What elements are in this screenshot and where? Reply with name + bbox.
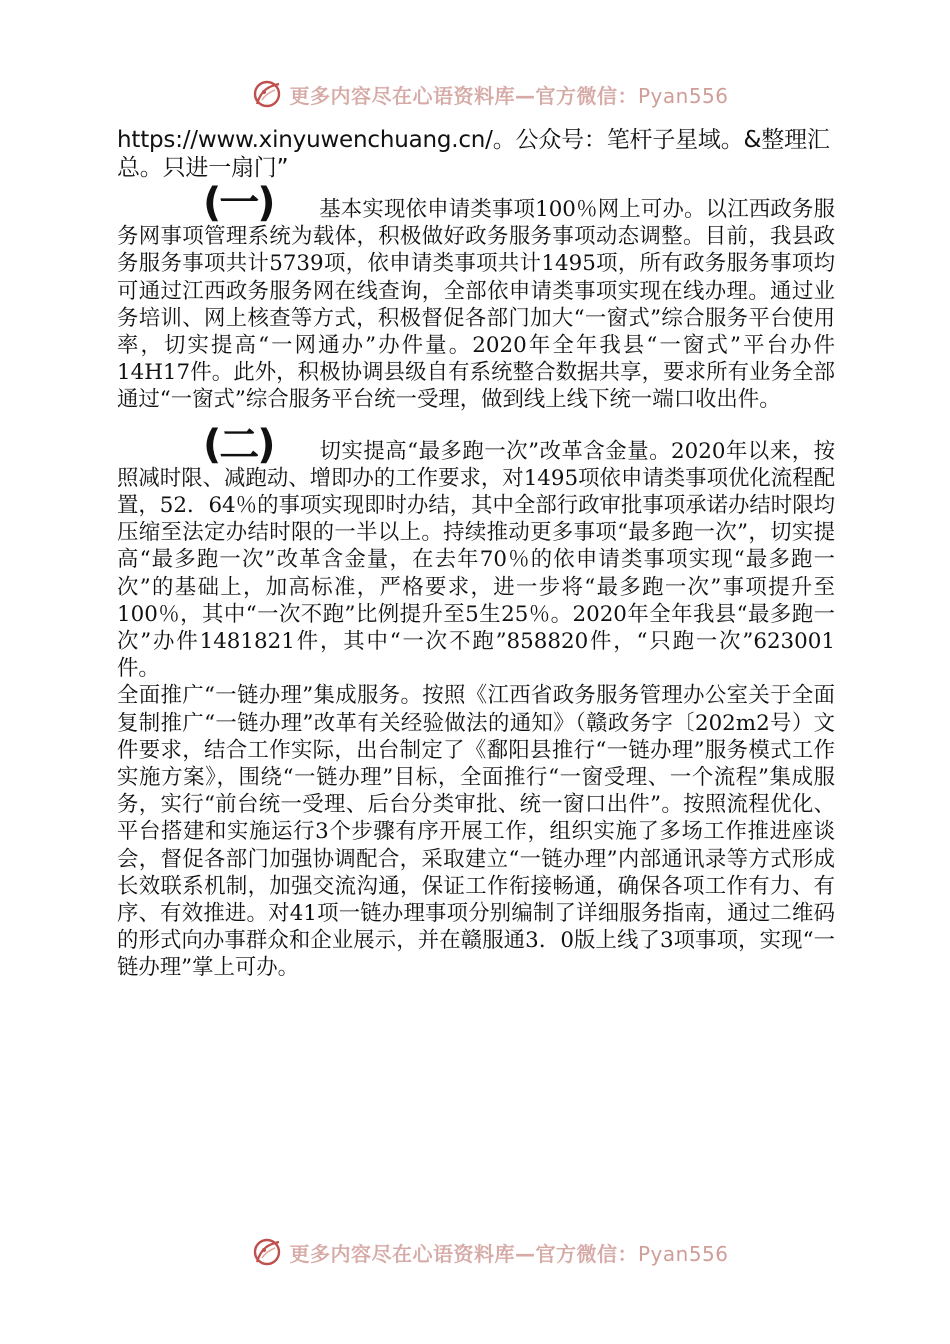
footer-banner (0, 1232, 950, 1272)
section-3 (117, 682, 835, 981)
document-body (117, 126, 835, 982)
footer-banner-handle: Pyan556 (637, 1241, 729, 1266)
logo-icon (251, 78, 283, 110)
footer-banner-label: 更多内容尽在心语资料库—官方微信： (289, 1241, 638, 1266)
intro-line: https://www.xinyuwenchuang.cn/。公众号：笔杆子星域。&整理汇总。只进一扇门” (117, 127, 830, 181)
header-banner-label: 更多内容尽在心语资料库—官方微信： (289, 83, 638, 108)
section-3-text: 全面推广“一链办理”集成服务。按照《江西省政务服务管理办公室关于全面复制推广“一链办理”改革有关经验做法的通知》（赣政务字〔202m2号）文件要求，结合工作实际，出台制定了《鄱阳县推行“一链办理”服务模式工作实施方案》，围绕“一链办理”目标，全面推行“一窗受理、一个流程”集成服务，实行“前台统一受理、后台分类审批、统一窗口出件”。按照流程优化、平台搭建和实施运行3个步骤有序开展工作，组织实施了多场工作推进座谈会，督促各部门加强协调配合，采取建立“一链办理”内部通讯录等方式形成长效联系机制，加强交流沟通，保证工作衔接畅通，确保各项工作有力、有序、有效推进。对41项一链办理事项分别编制了详细服务指南，通过二维码的形式向办事群众和企业展示，并在赣服通3．0版上线了3项事项，实现“一链办理”掌上可办。 (117, 683, 835, 981)
section-2-heading: (二) (203, 421, 274, 468)
section-1-text: 基本实现依申请类事项100％网上可办。以江西政务服务网事项管理系统为载体，积极做好政务服务事项动态调整。目前，我县政务服务事项共计5739项，依申请类事项共计1495项，所有政务服务事项均可通过江西政务服务网在线查询，全部依申请类事项实现在线办理。通过业务培训、网上核查等方式，积极督促各部门加大“一窗式”综合服务平台使用率，切实提高“一网通办”办件量。2020年全年我县“一窗式”平台办件14H17件。此外，积极协调县级自有系统整合数据共享，要求所有业务全部通过“一窗式”综合服务平台统一受理，做到线上线下统一端口收出件。 (117, 197, 835, 413)
section-2 (117, 421, 835, 683)
section-1 (117, 180, 835, 414)
section-2-text: 切实提高“最多跑一次”改革含金量。2020年以来，按照减时限、减跑动、增即办的工作要求，对1495项依申请类事项优化流程配置，52．64％的事项实现即时办结，其中全部行政审批事项承诺办结时限均压缩至法定办结时限的一半以上。持续推动更多事项“最多跑一次”，切实提高“最多跑一次”改革含金量，在去年70％的依申请类事项实现“最多跑一次”的基础上，加高标准，严格要求，进一步将“最多跑一次”事项提升至100％，其中“一次不跑”比例提升至5生25％。2020年全年我县“最多跑一次”办件1481821件，其中“一次不跑”858820件，“只跑一次”623001件。 (117, 438, 835, 682)
header-banner-handle: Pyan556 (637, 83, 729, 108)
section-1-heading: (一) (203, 180, 274, 226)
header-banner (0, 74, 950, 114)
footer-banner-text (289, 1238, 728, 1267)
header-banner-text (289, 80, 728, 109)
logo-icon (251, 1236, 283, 1268)
